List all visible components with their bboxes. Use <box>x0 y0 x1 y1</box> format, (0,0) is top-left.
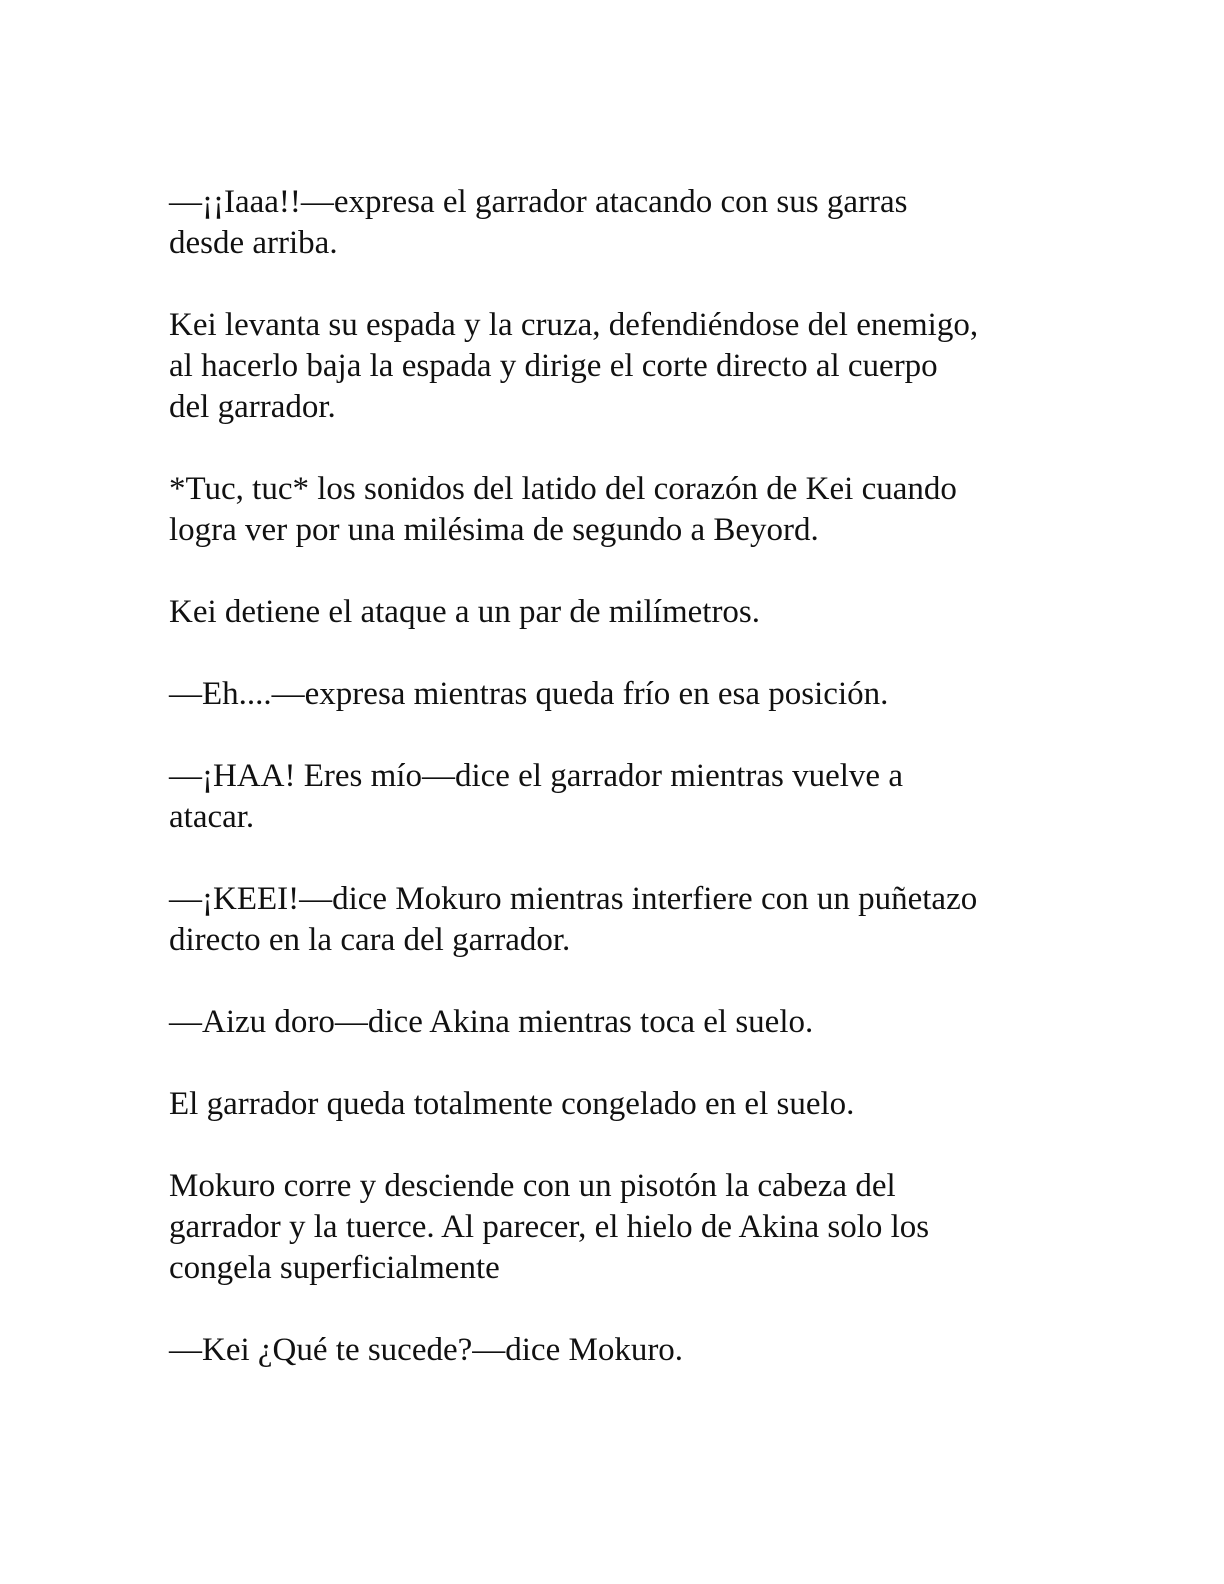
paragraph: —Eh....—expresa mientras queda frío en esa posición. <box>169 676 889 712</box>
paragraph: —¡HAA! Eres mío—dice el garrador mientras vuelve a atacar. <box>169 758 903 835</box>
paragraph: —Kei ¿Qué te sucede?—dice Mokuro. <box>169 1332 684 1368</box>
paragraph: El garrador queda totalmente congelado en el suelo. <box>169 1086 855 1122</box>
document-body <box>169 182 1069 1412</box>
paragraph: Kei detiene el ataque a un par de milímetros. <box>169 594 761 630</box>
paragraph: —¡¡Iaaa!!—expresa el garrador atacando con sus garras desde arriba. <box>169 184 908 261</box>
paragraph: Mokuro corre y desciende con un pisotón la cabeza del garrador y la tuerce. Al parecer, el hielo de Akina solo los congela superficialmente <box>169 1168 930 1286</box>
paragraph: —¡KEEI!—dice Mokuro mientras interfiere con un puñetazo directo en la cara del garrador. <box>169 881 978 958</box>
paragraph: *Tuc, tuc* los sonidos del latido del corazón de Kei cuando logra ver por una milésima de segundo a Beyord. <box>169 471 957 548</box>
paragraph: —Aizu doro—dice Akina mientras toca el suelo. <box>169 1004 814 1040</box>
paragraph: Kei levanta su espada y la cruza, defendiéndose del enemigo, al hacerlo baja la espada y dirige el corte directo al cuerpo del garrador. <box>169 307 979 425</box>
